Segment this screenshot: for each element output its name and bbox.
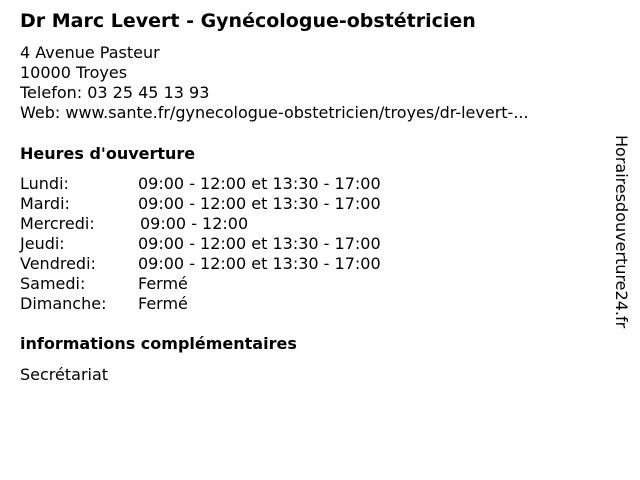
address-block [20, 43, 529, 123]
hours-value: Fermé [138, 294, 188, 313]
day-label: Jeudi: [20, 234, 65, 253]
page-title: Dr Marc Levert - Gynécologue-obstétricien [20, 10, 476, 32]
phone-number: Telefon: 03 25 45 13 93 [20, 83, 210, 102]
additional-info-text: Secrétariat [20, 365, 109, 384]
day-label: Mercredi: [20, 214, 95, 233]
city-postal: 10000 Troyes [20, 63, 128, 82]
hours-value: Fermé [138, 274, 188, 293]
day-label: Lundi: [20, 174, 69, 193]
day-label: Mardi: [20, 194, 70, 213]
hours-value: 09:00 - 12:00 et 13:30 - 17:00 [138, 174, 381, 193]
opening-hours-heading: Heures d'ouverture [20, 144, 196, 163]
additional-info-heading: informations complémentaires [20, 334, 297, 353]
hours-value: 09:00 - 12:00 et 13:30 - 17:00 [138, 234, 381, 253]
hours-value: 09:00 - 12:00 et 13:30 - 17:00 [138, 254, 381, 273]
day-label: Samedi: [20, 274, 86, 293]
day-label: Vendredi: [20, 254, 96, 273]
hours-value: 09:00 - 12:00 et 13:30 - 17:00 [138, 194, 381, 213]
site-watermark: Horairesdouverture24.fr [612, 135, 631, 329]
street-address: 4 Avenue Pasteur [20, 43, 160, 62]
website-link[interactable]: Web: www.sante.fr/gynecologue-obstetricien/troyes/dr-levert-... [20, 103, 529, 122]
day-label: Dimanche: [20, 294, 107, 313]
hours-value: 09:00 - 12:00 [140, 214, 249, 233]
